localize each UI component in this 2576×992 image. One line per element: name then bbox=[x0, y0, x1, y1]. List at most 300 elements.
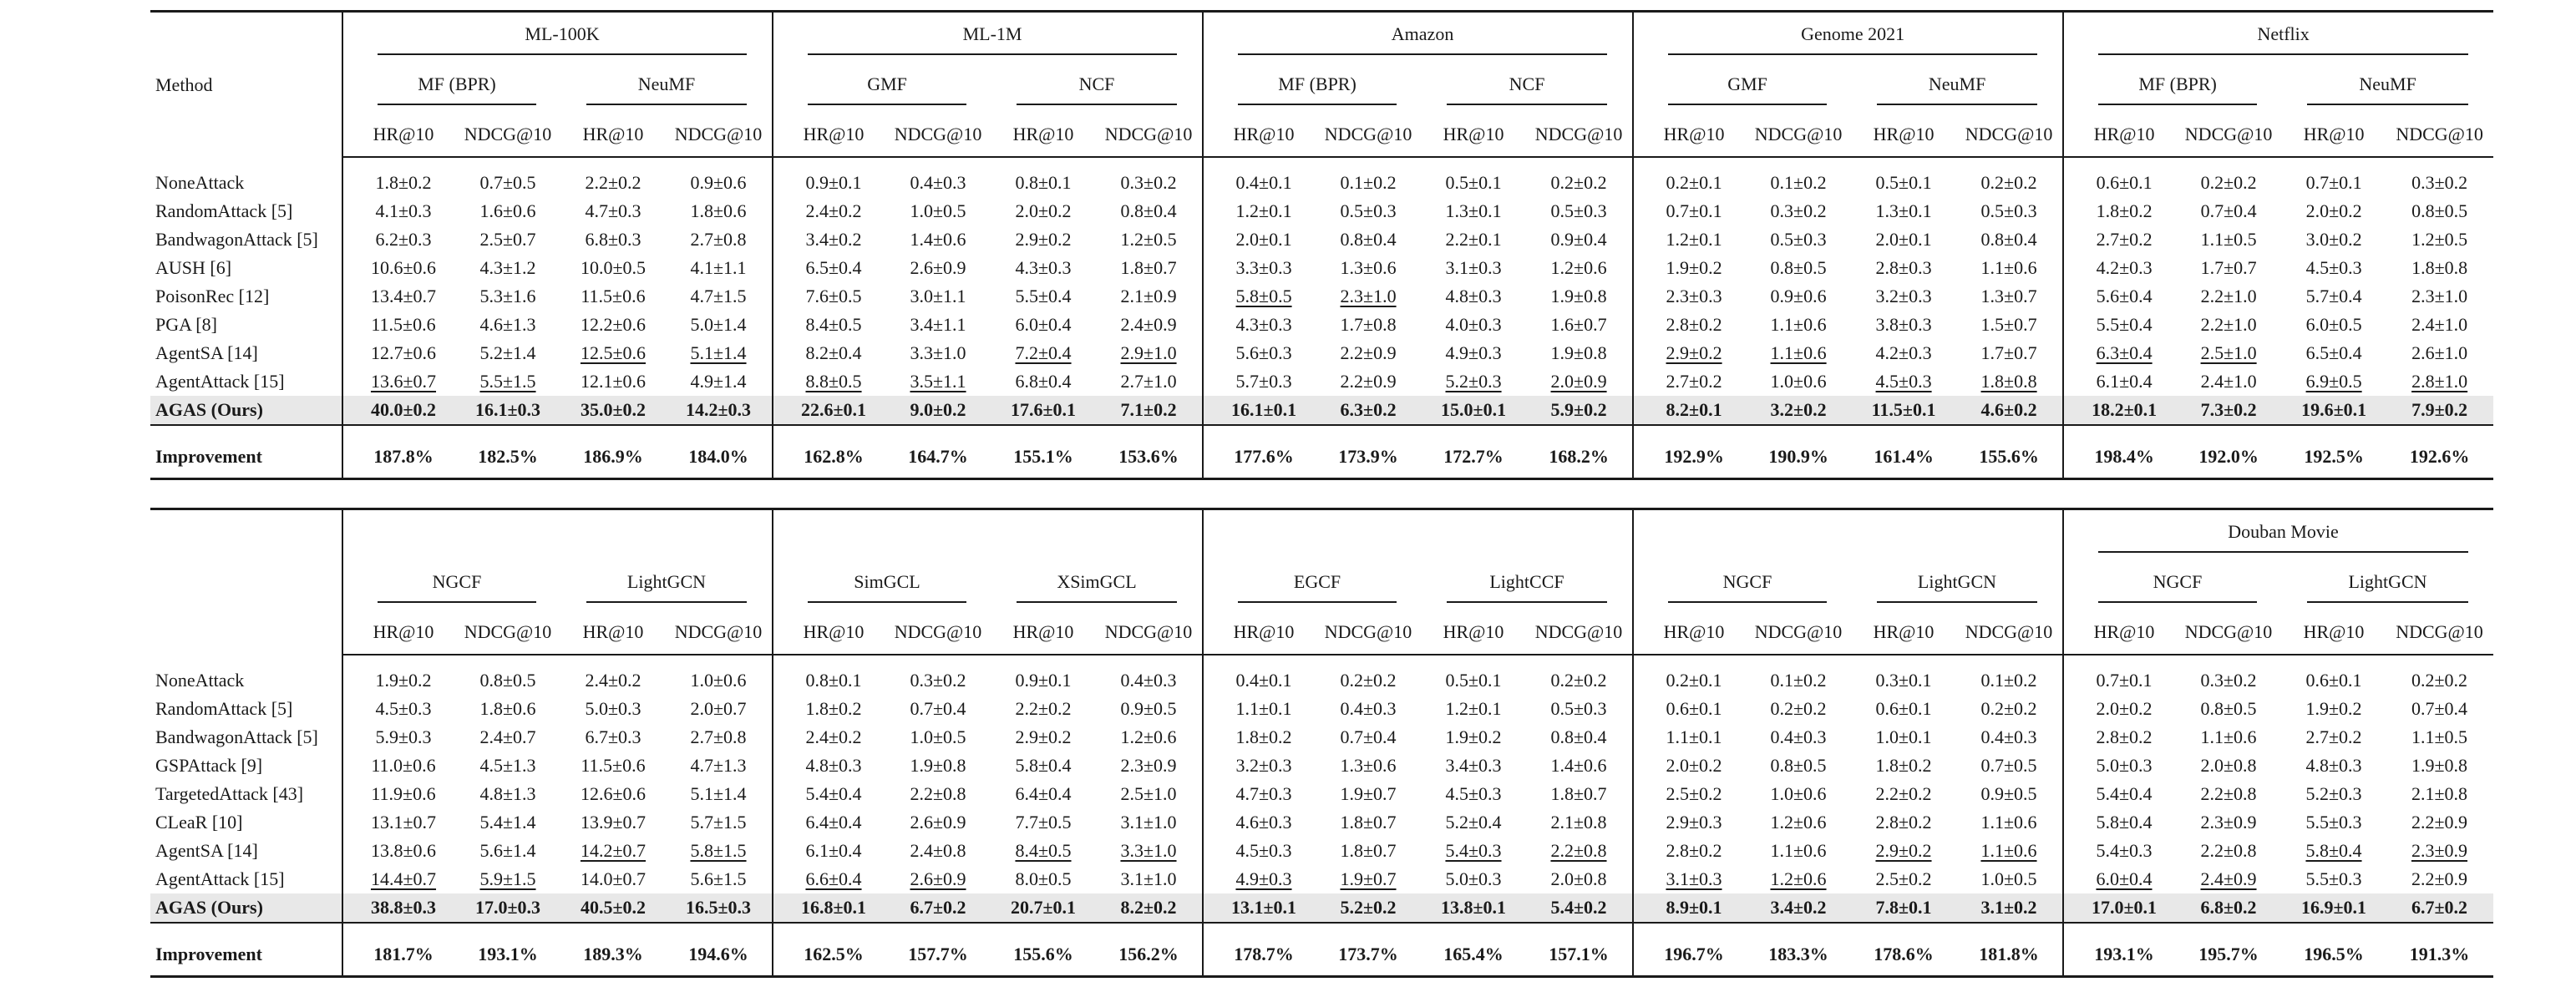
value-cell bbox=[1525, 865, 1633, 893]
value: 2.7±0.2 bbox=[1666, 371, 1722, 392]
value: 4.6±0.3 bbox=[1235, 812, 1292, 833]
value: 4.2±0.3 bbox=[1875, 342, 1932, 363]
value-cell bbox=[1643, 723, 1745, 752]
value: 5.4±0.3 bbox=[2096, 840, 2153, 861]
method-name: TargetedAttack [43] bbox=[155, 783, 304, 804]
value-cell bbox=[1852, 225, 1955, 254]
value-cell bbox=[561, 339, 665, 367]
best-value: 17.6±0.1 bbox=[991, 396, 1095, 425]
value-cell bbox=[2175, 865, 2282, 893]
value-cell bbox=[1643, 282, 1745, 311]
improvement-value: 172.7% bbox=[1422, 436, 1525, 479]
value-cell bbox=[885, 837, 991, 865]
model-name bbox=[991, 560, 1203, 610]
value: 4.6±1.3 bbox=[479, 314, 536, 335]
value-cell bbox=[991, 666, 1095, 695]
value-cell bbox=[1955, 752, 2063, 780]
value: 4.5±0.3 bbox=[375, 698, 432, 719]
value: 6.4±0.4 bbox=[805, 812, 862, 833]
metric-name: HR@10 bbox=[991, 610, 1095, 655]
metric-name: NDCG@10 bbox=[1745, 610, 1852, 655]
column-divider bbox=[1633, 396, 1643, 425]
ours-row bbox=[150, 893, 2493, 923]
column-divider bbox=[1203, 655, 1213, 666]
value: 2.2±0.1 bbox=[1445, 229, 1502, 250]
column-divider bbox=[773, 923, 783, 934]
value-cell bbox=[1315, 752, 1422, 780]
value: 0.4±0.3 bbox=[1770, 726, 1827, 747]
value-cell bbox=[2175, 339, 2282, 367]
column-divider bbox=[2063, 808, 2073, 837]
value: 12.1±0.6 bbox=[580, 371, 647, 392]
column-divider bbox=[773, 752, 783, 780]
value-cell bbox=[1745, 169, 1852, 197]
value: 11.5±0.6 bbox=[371, 314, 436, 335]
second-best-value: 2.3±1.0 bbox=[1340, 286, 1397, 306]
value: 0.2±0.1 bbox=[1666, 670, 1722, 691]
value: 2.3±1.0 bbox=[2411, 286, 2468, 306]
best-value: 40.5±0.2 bbox=[561, 893, 665, 923]
column-divider bbox=[2063, 367, 2073, 396]
value: 0.2±0.1 bbox=[1666, 172, 1722, 193]
value: 4.7±0.3 bbox=[1235, 783, 1292, 804]
value-cell bbox=[783, 282, 885, 311]
column-divider bbox=[2063, 695, 2073, 723]
value: 1.3±0.1 bbox=[1875, 200, 1932, 221]
column-divider bbox=[1203, 169, 1213, 197]
value-cell bbox=[1852, 339, 1955, 367]
best-value: 8.2±0.2 bbox=[1095, 893, 1203, 923]
metric-name: HR@10 bbox=[1422, 610, 1525, 655]
metric-name: NDCG@10 bbox=[885, 610, 991, 655]
column-divider bbox=[342, 666, 352, 695]
value: 0.3±0.2 bbox=[1120, 172, 1177, 193]
model-name bbox=[352, 63, 561, 113]
value: 1.2±0.6 bbox=[1120, 726, 1177, 747]
value: 2.6±1.0 bbox=[2411, 342, 2468, 363]
value: 2.8±0.2 bbox=[1666, 840, 1722, 861]
value-cell bbox=[1955, 282, 2063, 311]
column-divider bbox=[1633, 254, 1643, 282]
column-divider bbox=[342, 282, 352, 311]
method-name: AgentAttack [15] bbox=[155, 868, 285, 889]
column-divider bbox=[1633, 666, 1643, 695]
best-value: 9.0±0.2 bbox=[885, 396, 991, 425]
value-cell bbox=[1095, 695, 1203, 723]
gap-cell bbox=[783, 923, 1203, 934]
value-cell bbox=[454, 311, 561, 339]
value: 4.8±1.3 bbox=[479, 783, 536, 804]
value-cell bbox=[1745, 197, 1852, 225]
metric-name: HR@10 bbox=[1643, 113, 1745, 157]
improvement-value: 162.5% bbox=[783, 934, 885, 977]
value-cell bbox=[885, 311, 991, 339]
value-cell bbox=[665, 339, 773, 367]
value-cell bbox=[2175, 225, 2282, 254]
method-name: RandomAttack [5] bbox=[155, 698, 293, 719]
value-cell bbox=[1852, 311, 1955, 339]
value: 0.1±0.2 bbox=[1770, 670, 1827, 691]
column-divider bbox=[2063, 837, 2073, 865]
column-divider bbox=[342, 752, 352, 780]
value-cell bbox=[2073, 311, 2175, 339]
improvement-value: 157.1% bbox=[1525, 934, 1633, 977]
metric-name: HR@10 bbox=[2282, 610, 2386, 655]
metric-header-row bbox=[150, 610, 2493, 655]
column-divider bbox=[1203, 282, 1213, 311]
gap-cell bbox=[1643, 923, 2063, 934]
model-name-label: MF (BPR) bbox=[2098, 70, 2257, 105]
value: 1.3±0.6 bbox=[1340, 257, 1397, 278]
results-table-1 bbox=[150, 10, 2493, 480]
value-cell bbox=[885, 752, 991, 780]
value: 0.6±0.1 bbox=[2096, 172, 2153, 193]
value: 1.9±0.2 bbox=[1445, 726, 1502, 747]
second-best-value: 14.2±0.7 bbox=[580, 840, 647, 861]
column-divider bbox=[1633, 113, 1643, 157]
model-name-label: NGCF bbox=[1668, 568, 1827, 603]
value-cell bbox=[2282, 169, 2386, 197]
value: 1.2±0.6 bbox=[1770, 812, 1827, 833]
metric-name: NDCG@10 bbox=[665, 610, 773, 655]
value-cell bbox=[1852, 752, 1955, 780]
value-cell bbox=[1852, 808, 1955, 837]
value-cell bbox=[1745, 367, 1852, 396]
value: 3.0±1.1 bbox=[910, 286, 966, 306]
gap-cell bbox=[352, 425, 773, 436]
model-name bbox=[561, 63, 773, 113]
dataset-name-label: Amazon bbox=[1238, 20, 1607, 55]
column-divider bbox=[773, 666, 783, 695]
value-cell bbox=[2282, 752, 2386, 780]
value: 1.8±0.2 bbox=[375, 172, 432, 193]
value: 0.7±0.1 bbox=[1666, 200, 1722, 221]
value: 6.4±0.4 bbox=[1015, 783, 1072, 804]
column-divider bbox=[2063, 225, 2073, 254]
column-divider bbox=[773, 225, 783, 254]
value-cell bbox=[352, 197, 454, 225]
value: 2.0±0.7 bbox=[690, 698, 747, 719]
value: 6.1±0.4 bbox=[805, 840, 862, 861]
value-cell bbox=[783, 837, 885, 865]
best-value: 7.1±0.2 bbox=[1095, 396, 1203, 425]
value-cell bbox=[454, 339, 561, 367]
table-row bbox=[150, 837, 2493, 865]
value-cell bbox=[2175, 666, 2282, 695]
value: 2.4±0.7 bbox=[479, 726, 536, 747]
improvement-value: 193.1% bbox=[2073, 934, 2175, 977]
value: 13.1±0.7 bbox=[370, 812, 437, 833]
value: 5.6±0.3 bbox=[1235, 342, 1292, 363]
value-cell bbox=[1643, 780, 1745, 808]
model-name-label: LightGCN bbox=[2307, 568, 2467, 603]
improvement-value: 162.8% bbox=[783, 436, 885, 479]
value-cell bbox=[561, 311, 665, 339]
value-cell bbox=[885, 282, 991, 311]
value-cell bbox=[2175, 367, 2282, 396]
column-divider bbox=[342, 695, 352, 723]
metric-name: HR@10 bbox=[1852, 113, 1955, 157]
value: 2.7±0.8 bbox=[690, 726, 747, 747]
value-cell bbox=[2386, 865, 2493, 893]
value: 12.2±0.6 bbox=[580, 314, 647, 335]
best-value: 14.2±0.3 bbox=[665, 396, 773, 425]
best-value: 16.8±0.1 bbox=[783, 893, 885, 923]
column-divider bbox=[2063, 339, 2073, 367]
value-cell bbox=[352, 808, 454, 837]
value-cell bbox=[1525, 367, 1633, 396]
improvement-value: 190.9% bbox=[1745, 436, 1852, 479]
value: 1.8±0.6 bbox=[479, 698, 536, 719]
value-cell bbox=[352, 339, 454, 367]
improvement-value: 186.9% bbox=[561, 436, 665, 479]
value: 2.4±0.9 bbox=[1120, 314, 1177, 335]
value: 0.2±0.2 bbox=[1980, 698, 2037, 719]
value-cell bbox=[783, 865, 885, 893]
metric-name: NDCG@10 bbox=[454, 113, 561, 157]
value-cell bbox=[1525, 254, 1633, 282]
value-cell bbox=[1213, 865, 1315, 893]
column-divider bbox=[1203, 808, 1213, 837]
dataset-name-label: Netflix bbox=[2098, 20, 2468, 55]
value-cell bbox=[1422, 666, 1525, 695]
value-cell bbox=[1643, 311, 1745, 339]
value: 1.1±0.1 bbox=[1235, 698, 1292, 719]
value-cell bbox=[1315, 367, 1422, 396]
value: 3.1±1.0 bbox=[1120, 868, 1177, 889]
ours-row bbox=[150, 396, 2493, 425]
value: 4.7±1.3 bbox=[690, 755, 747, 776]
value: 5.5±0.3 bbox=[2305, 812, 2362, 833]
value: 3.0±0.2 bbox=[2305, 229, 2362, 250]
gap-cell bbox=[352, 157, 773, 169]
value-cell bbox=[1095, 197, 1203, 225]
value: 2.8±0.2 bbox=[2096, 726, 2153, 747]
value-cell bbox=[1745, 723, 1852, 752]
column-divider bbox=[1203, 113, 1213, 157]
column-divider bbox=[342, 934, 352, 977]
value-cell bbox=[2073, 808, 2175, 837]
value: 0.6±0.1 bbox=[2305, 670, 2362, 691]
column-divider bbox=[2063, 396, 2073, 425]
value: 10.6±0.6 bbox=[370, 257, 437, 278]
value-cell bbox=[2282, 723, 2386, 752]
column-divider bbox=[773, 837, 783, 865]
value: 0.2±0.2 bbox=[1340, 670, 1397, 691]
improvement-value: 192.6% bbox=[2386, 436, 2493, 479]
value-cell bbox=[2175, 723, 2282, 752]
value: 4.8±0.3 bbox=[2305, 755, 2362, 776]
column-divider bbox=[2063, 282, 2073, 311]
column-divider bbox=[2063, 197, 2073, 225]
column-divider bbox=[1203, 396, 1213, 425]
column-divider bbox=[773, 655, 783, 666]
column-divider bbox=[1203, 893, 1213, 923]
column-divider bbox=[342, 157, 352, 169]
second-best-value: 5.8±0.5 bbox=[1235, 286, 1292, 306]
gap-cell bbox=[2073, 923, 2493, 934]
value: 1.3±0.7 bbox=[1980, 286, 2037, 306]
value-cell bbox=[2073, 752, 2175, 780]
value: 11.5±0.6 bbox=[581, 286, 646, 306]
value-cell bbox=[1525, 169, 1633, 197]
dataset-name bbox=[2073, 12, 2493, 63]
value: 2.8±0.3 bbox=[1875, 257, 1932, 278]
column-divider bbox=[342, 311, 352, 339]
value: 2.9±0.2 bbox=[1015, 726, 1072, 747]
best-value: 13.1±0.1 bbox=[1213, 893, 1315, 923]
value: 2.4±0.2 bbox=[805, 726, 862, 747]
value-cell bbox=[1955, 197, 2063, 225]
value-cell bbox=[1643, 666, 1745, 695]
column-divider bbox=[1633, 425, 1643, 436]
value: 4.9±1.4 bbox=[690, 371, 747, 392]
value: 11.5±0.6 bbox=[581, 755, 646, 776]
value: 4.0±0.3 bbox=[1445, 314, 1502, 335]
value-cell bbox=[1745, 339, 1852, 367]
best-value: 35.0±0.2 bbox=[561, 396, 665, 425]
value-cell bbox=[1422, 254, 1525, 282]
value-cell bbox=[783, 254, 885, 282]
metric-name: NDCG@10 bbox=[1745, 113, 1852, 157]
model-name bbox=[783, 560, 991, 610]
value: 2.2±0.2 bbox=[585, 172, 641, 193]
column-divider bbox=[2063, 63, 2073, 113]
model-name bbox=[1643, 560, 1852, 610]
value-cell bbox=[2073, 666, 2175, 695]
value: 0.4±0.1 bbox=[1235, 172, 1292, 193]
value: 0.8±0.5 bbox=[479, 670, 536, 691]
value-cell bbox=[665, 225, 773, 254]
metric-name: NDCG@10 bbox=[1095, 610, 1203, 655]
column-divider bbox=[773, 254, 783, 282]
value: 2.5±1.0 bbox=[1120, 783, 1177, 804]
value-cell bbox=[2073, 723, 2175, 752]
column-divider bbox=[2063, 666, 2073, 695]
metric-name: HR@10 bbox=[2073, 113, 2175, 157]
column-divider bbox=[1633, 367, 1643, 396]
metric-name: NDCG@10 bbox=[2175, 113, 2282, 157]
column-divider bbox=[1203, 339, 1213, 367]
value: 1.2±0.1 bbox=[1445, 698, 1502, 719]
column-divider bbox=[2063, 436, 2073, 479]
value-cell bbox=[1525, 197, 1633, 225]
value: 12.6±0.6 bbox=[580, 783, 647, 804]
value-cell bbox=[454, 752, 561, 780]
value-cell bbox=[783, 723, 885, 752]
value-cell bbox=[991, 723, 1095, 752]
improvement-value: 173.9% bbox=[1315, 436, 1422, 479]
value-cell bbox=[1525, 837, 1633, 865]
column-divider bbox=[1203, 254, 1213, 282]
column-divider bbox=[1633, 157, 1643, 169]
dataset-name-label: ML-1M bbox=[808, 20, 1177, 55]
value: 2.7±0.2 bbox=[2305, 726, 2362, 747]
second-best-value: 2.5±1.0 bbox=[2200, 342, 2257, 363]
value: 2.2±0.9 bbox=[2411, 868, 2468, 889]
value-cell bbox=[885, 808, 991, 837]
value-cell bbox=[2175, 282, 2282, 311]
second-best-value: 2.9±0.2 bbox=[1875, 840, 1932, 861]
column-divider bbox=[773, 780, 783, 808]
best-value: 5.4±0.2 bbox=[1525, 893, 1633, 923]
value: 1.2±0.1 bbox=[1666, 229, 1722, 250]
value-cell bbox=[665, 808, 773, 837]
column-divider bbox=[342, 865, 352, 893]
value: 2.2±1.0 bbox=[2200, 314, 2257, 335]
gap-cell bbox=[150, 157, 342, 169]
value: 4.8±0.3 bbox=[805, 755, 862, 776]
value-cell bbox=[885, 169, 991, 197]
dataset-name bbox=[1643, 509, 2063, 561]
best-value: 20.7±0.1 bbox=[991, 893, 1095, 923]
table-row bbox=[150, 169, 2493, 197]
value-cell bbox=[991, 752, 1095, 780]
gap-cell bbox=[1643, 157, 2063, 169]
value: 0.3±0.2 bbox=[2411, 172, 2468, 193]
value: 2.5±0.7 bbox=[479, 229, 536, 250]
metric-name: HR@10 bbox=[561, 113, 665, 157]
value: 1.0±0.5 bbox=[910, 200, 966, 221]
column-divider bbox=[2063, 893, 2073, 923]
column-divider bbox=[1203, 923, 1213, 934]
value: 3.1±1.0 bbox=[1120, 812, 1177, 833]
value: 5.0±0.3 bbox=[1445, 868, 1502, 889]
improvement-value: 184.0% bbox=[665, 436, 773, 479]
best-value: 7.8±0.1 bbox=[1852, 893, 1955, 923]
value-cell bbox=[2386, 695, 2493, 723]
column-divider bbox=[1633, 695, 1643, 723]
best-value: 17.0±0.3 bbox=[454, 893, 561, 923]
second-best-value: 2.0±0.9 bbox=[1550, 371, 1607, 392]
second-best-value: 4.9±0.3 bbox=[1235, 868, 1292, 889]
best-value: 16.1±0.1 bbox=[1213, 396, 1315, 425]
column-divider bbox=[1203, 367, 1213, 396]
best-value: 3.1±0.2 bbox=[1955, 893, 2063, 923]
value-cell bbox=[665, 780, 773, 808]
value-cell bbox=[665, 254, 773, 282]
metric-name: NDCG@10 bbox=[1315, 610, 1422, 655]
value: 6.2±0.3 bbox=[375, 229, 432, 250]
value: 0.9±0.6 bbox=[690, 172, 747, 193]
value: 0.7±0.1 bbox=[2096, 670, 2153, 691]
value: 0.6±0.1 bbox=[1666, 698, 1722, 719]
value-cell bbox=[2073, 837, 2175, 865]
value-cell bbox=[1213, 723, 1315, 752]
value-cell bbox=[783, 695, 885, 723]
value-cell bbox=[1643, 695, 1745, 723]
column-divider bbox=[2063, 723, 2073, 752]
column-divider bbox=[1633, 560, 1643, 610]
column-divider bbox=[2063, 865, 2073, 893]
model-name-label: NeuMF bbox=[586, 70, 747, 105]
value: 5.6±1.4 bbox=[479, 840, 536, 861]
value-cell bbox=[783, 225, 885, 254]
value: 0.7±0.5 bbox=[479, 172, 536, 193]
column-divider bbox=[1633, 780, 1643, 808]
value: 2.2±0.8 bbox=[2200, 840, 2257, 861]
value-cell bbox=[1315, 695, 1422, 723]
second-best-value: 1.1±0.6 bbox=[1980, 840, 2037, 861]
column-divider bbox=[773, 63, 783, 113]
second-best-value: 2.3±0.9 bbox=[2411, 840, 2468, 861]
value: 2.5±0.2 bbox=[1875, 868, 1932, 889]
best-value: 5.2±0.2 bbox=[1315, 893, 1422, 923]
column-divider bbox=[2063, 12, 2073, 63]
value-cell bbox=[352, 311, 454, 339]
value-cell bbox=[2282, 254, 2386, 282]
column-divider bbox=[1203, 780, 1213, 808]
